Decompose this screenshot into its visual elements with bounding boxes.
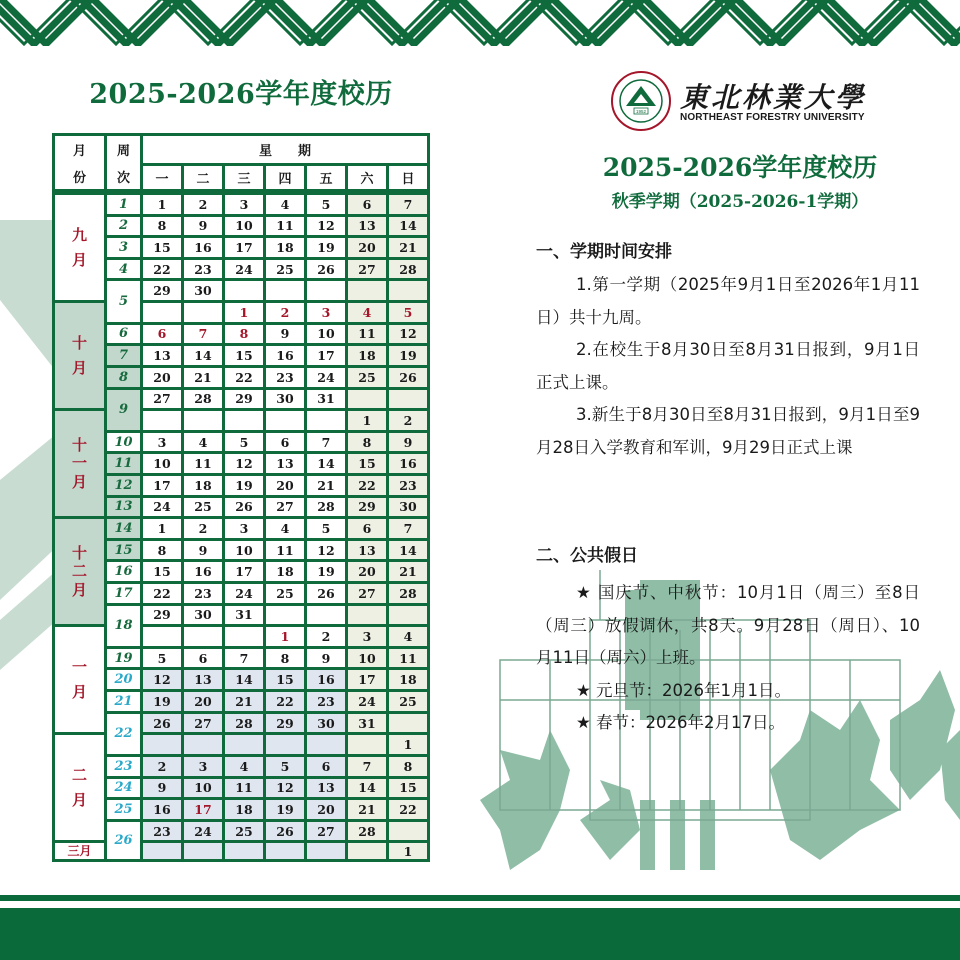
empty-day-cell[interactable] (143, 627, 181, 646)
day-cell[interactable]: 9 (389, 433, 427, 452)
day-cell[interactable]: 18 (225, 800, 263, 819)
empty-day-cell[interactable] (225, 281, 263, 300)
week-number-20: 20 (107, 670, 140, 689)
day-cell[interactable]: 23 (184, 260, 222, 279)
day-cell[interactable]: 9 (143, 779, 181, 798)
header-weekday-5: 五 (307, 166, 345, 189)
empty-day-cell[interactable] (225, 627, 263, 646)
month-label-3 (55, 411, 104, 516)
empty-day-cell[interactable] (307, 843, 345, 859)
week-number-15: 15 (107, 541, 140, 560)
day-cell[interactable]: 4 (348, 303, 386, 322)
day-cell[interactable]: 29 (143, 281, 181, 300)
day-cell[interactable]: 30 (266, 390, 304, 409)
week-number-22: 22 (107, 714, 140, 754)
day-cell[interactable]: 26 (307, 584, 345, 603)
day-cell[interactable]: 1 (389, 735, 427, 754)
page-title: 2025-2026学年度校历 (602, 153, 878, 182)
holiday-item-spring-festival: ★ 春节：2026年2月17日。 (576, 713, 786, 732)
cell-char: 月 (71, 473, 87, 492)
day-cell[interactable]: 21 (389, 238, 427, 257)
day-cell[interactable]: 1 (348, 411, 386, 430)
day-cell[interactable]: 4 (266, 195, 304, 214)
empty-day-cell[interactable] (266, 606, 304, 625)
day-cell[interactable]: 8 (143, 541, 181, 560)
day-cell[interactable]: 17 (225, 238, 263, 257)
day-cell[interactable]: 13 (348, 541, 386, 560)
day-cell[interactable]: 17 (348, 670, 386, 689)
day-cell[interactable]: 4 (266, 519, 304, 538)
month-label-6 (55, 735, 104, 840)
day-cell[interactable]: 12 (143, 670, 181, 689)
university-name-en: NORTHEAST FORESTRY UNIVERSITY (680, 112, 865, 123)
empty-day-cell[interactable] (389, 606, 427, 625)
week-number-10: 10 (107, 433, 140, 452)
day-cell[interactable]: 23 (266, 368, 304, 387)
day-cell[interactable]: 27 (184, 714, 222, 733)
week-number-8: 8 (107, 368, 140, 387)
day-cell[interactable]: 29 (225, 390, 263, 409)
day-cell[interactable]: 9 (184, 541, 222, 560)
day-cell[interactable]: 1 (225, 303, 263, 322)
cell-char: 十 (71, 333, 87, 352)
day-cell[interactable]: 4 (389, 627, 427, 646)
month-label-7 (55, 843, 104, 859)
cell-char: 一 (71, 658, 87, 677)
day-cell[interactable]: 20 (266, 476, 304, 495)
day-cell[interactable]: 29 (143, 606, 181, 625)
semester-subtitle: 秋季学期（2025-2026-1学期） (611, 192, 869, 212)
empty-day-cell[interactable] (266, 843, 304, 859)
day-cell[interactable]: 20 (348, 562, 386, 581)
day-cell[interactable]: 5 (307, 519, 345, 538)
day-cell[interactable]: 19 (307, 562, 345, 581)
day-cell[interactable]: 8 (389, 757, 427, 776)
header-weekday-3: 三 (225, 166, 263, 189)
day-cell[interactable]: 2 (389, 411, 427, 430)
day-cell[interactable]: 20 (348, 238, 386, 257)
day-cell[interactable]: 18 (348, 346, 386, 365)
cell-char: 月 (71, 581, 87, 600)
empty-day-cell[interactable] (389, 822, 427, 841)
day-cell[interactable]: 22 (143, 260, 181, 279)
day-cell[interactable]: 14 (389, 541, 427, 560)
day-cell[interactable]: 13 (266, 454, 304, 473)
header-weekday-2: 二 (184, 166, 222, 189)
day-cell[interactable]: 27 (348, 584, 386, 603)
empty-day-cell[interactable] (389, 390, 427, 409)
day-cell[interactable]: 15 (143, 562, 181, 581)
day-cell[interactable]: 11 (266, 217, 304, 236)
day-cell[interactable]: 14 (389, 217, 427, 236)
day-cell[interactable]: 13 (184, 670, 222, 689)
day-cell[interactable]: 25 (389, 692, 427, 711)
day-cell[interactable]: 1 (143, 519, 181, 538)
week-number-2: 2 (107, 217, 140, 236)
holiday-item-new-year: ★ 元旦节：2026年1月1日。 (576, 681, 792, 700)
week-number-21: 21 (107, 692, 140, 711)
header-weekday-group: 星 期 (143, 136, 427, 163)
day-cell[interactable]: 17 (307, 346, 345, 365)
month-label-2 (55, 303, 104, 408)
day-cell[interactable]: 5 (266, 757, 304, 776)
day-cell[interactable]: 25 (184, 498, 222, 517)
day-cell[interactable]: 16 (389, 454, 427, 473)
svg-text:1952: 1952 (635, 109, 647, 114)
day-cell[interactable]: 10 (225, 541, 263, 560)
day-cell[interactable]: 6 (266, 433, 304, 452)
day-cell[interactable]: 31 (348, 714, 386, 733)
day-cell[interactable]: 9 (266, 325, 304, 344)
day-cell[interactable]: 24 (143, 498, 181, 517)
day-cell[interactable]: 26 (307, 260, 345, 279)
day-cell[interactable]: 24 (184, 822, 222, 841)
week-number-3: 3 (107, 238, 140, 257)
empty-day-cell[interactable] (307, 735, 345, 754)
day-cell[interactable]: 31 (307, 390, 345, 409)
month-label-4 (55, 519, 104, 624)
day-cell[interactable]: 28 (389, 584, 427, 603)
day-cell[interactable]: 8 (143, 217, 181, 236)
cell-char: 三月 (67, 843, 92, 858)
day-cell[interactable]: 12 (266, 779, 304, 798)
week-number-16: 16 (107, 562, 140, 581)
day-cell[interactable]: 15 (143, 238, 181, 257)
day-cell[interactable]: 7 (348, 757, 386, 776)
day-cell[interactable]: 6 (143, 325, 181, 344)
day-cell[interactable]: 14 (184, 346, 222, 365)
week-number-17: 17 (107, 584, 140, 603)
day-cell[interactable]: 24 (348, 692, 386, 711)
day-cell[interactable]: 6 (348, 195, 386, 214)
header-weekday-7: 日 (389, 166, 427, 189)
empty-day-cell[interactable] (143, 411, 181, 430)
day-cell[interactable]: 18 (266, 562, 304, 581)
day-cell[interactable]: 5 (307, 195, 345, 214)
day-cell[interactable]: 1 (143, 195, 181, 214)
cell-char: 月 (71, 250, 87, 269)
header-week (107, 136, 140, 189)
header-month (55, 136, 104, 189)
day-cell[interactable]: 12 (389, 325, 427, 344)
day-cell[interactable]: 22 (348, 476, 386, 495)
day-cell[interactable]: 21 (225, 692, 263, 711)
cell-char: 十 (71, 435, 87, 454)
day-cell[interactable]: 20 (184, 692, 222, 711)
day-cell[interactable]: 16 (266, 346, 304, 365)
day-cell[interactable]: 4 (225, 757, 263, 776)
calendar-title: 2025-2026学年度校历 (89, 79, 393, 110)
day-cell[interactable]: 24 (225, 260, 263, 279)
day-cell[interactable]: 20 (307, 800, 345, 819)
empty-day-cell[interactable] (184, 627, 222, 646)
day-cell[interactable]: 12 (307, 217, 345, 236)
day-cell[interactable]: 7 (389, 195, 427, 214)
day-cell[interactable]: 21 (184, 368, 222, 387)
day-cell[interactable]: 11 (225, 779, 263, 798)
week-number-12: 12 (107, 476, 140, 495)
day-cell[interactable]: 3 (307, 303, 345, 322)
empty-day-cell[interactable] (348, 606, 386, 625)
cell-char: 月 (71, 358, 87, 377)
day-cell[interactable]: 14 (225, 670, 263, 689)
day-cell[interactable]: 14 (348, 779, 386, 798)
cell-char: 二 (71, 562, 87, 581)
day-cell[interactable]: 29 (348, 498, 386, 517)
day-cell[interactable]: 22 (266, 692, 304, 711)
empty-day-cell[interactable] (225, 843, 263, 859)
day-cell[interactable]: 16 (307, 670, 345, 689)
day-cell[interactable]: 31 (225, 606, 263, 625)
day-cell[interactable]: 26 (389, 368, 427, 387)
day-cell[interactable]: 1 (389, 843, 427, 859)
day-cell[interactable]: 10 (307, 325, 345, 344)
day-cell[interactable]: 25 (348, 368, 386, 387)
cell-char: 一 (71, 454, 87, 473)
day-cell[interactable]: 22 (143, 584, 181, 603)
cell-char: 十 (71, 543, 87, 562)
footer-stripe (0, 895, 960, 901)
day-cell[interactable]: 17 (184, 800, 222, 819)
day-cell[interactable]: 15 (266, 670, 304, 689)
day-cell[interactable]: 28 (225, 714, 263, 733)
empty-day-cell[interactable] (348, 281, 386, 300)
day-cell[interactable]: 13 (348, 217, 386, 236)
week-number-4: 4 (107, 260, 140, 279)
day-cell[interactable]: 11 (348, 325, 386, 344)
empty-day-cell[interactable] (389, 714, 427, 733)
day-cell[interactable]: 22 (389, 800, 427, 819)
empty-day-cell[interactable] (184, 303, 222, 322)
empty-day-cell[interactable] (348, 735, 386, 754)
week-number-26: 26 (107, 822, 140, 859)
day-cell[interactable]: 19 (307, 238, 345, 257)
day-cell[interactable]: 28 (348, 822, 386, 841)
schedule-item-1: 1.第一学期（2025年9月1日至2026年1月11日）共十九周。 (536, 275, 920, 327)
day-cell[interactable]: 17 (225, 562, 263, 581)
day-cell[interactable]: 19 (225, 476, 263, 495)
day-cell[interactable]: 15 (348, 454, 386, 473)
day-cell[interactable]: 3 (143, 433, 181, 452)
day-cell[interactable]: 4 (184, 433, 222, 452)
cell-char: 月 (71, 682, 87, 701)
week-number-23: 23 (107, 757, 140, 776)
week-number-14: 14 (107, 519, 140, 538)
day-cell[interactable]: 18 (184, 476, 222, 495)
cell-char: 次 (116, 170, 130, 186)
month-label-1 (55, 195, 104, 300)
day-cell[interactable]: 30 (389, 498, 427, 517)
empty-day-cell[interactable] (225, 735, 263, 754)
day-cell[interactable]: 16 (143, 800, 181, 819)
day-cell[interactable]: 13 (307, 779, 345, 798)
empty-day-cell[interactable] (266, 281, 304, 300)
day-cell[interactable]: 23 (143, 822, 181, 841)
empty-day-cell[interactable] (225, 411, 263, 430)
day-cell[interactable]: 13 (143, 346, 181, 365)
day-cell[interactable]: 26 (143, 714, 181, 733)
header-weekday-6: 六 (348, 166, 386, 189)
cell-char: 份 (72, 170, 86, 186)
cell-char: 月 (72, 143, 86, 159)
week-number-13: 13 (107, 498, 140, 517)
empty-day-cell[interactable] (307, 606, 345, 625)
day-cell[interactable]: 10 (225, 217, 263, 236)
university-seal-icon (610, 70, 672, 132)
schedule-item-2: 2.在校生于8月30日至8月31日报到，9月1日正式上课。 (536, 340, 920, 392)
day-cell[interactable]: 7 (389, 519, 427, 538)
day-cell[interactable]: 8 (266, 649, 304, 668)
day-cell[interactable]: 22 (225, 368, 263, 387)
day-cell[interactable]: 14 (307, 454, 345, 473)
zigzag-border-decoration (0, 0, 960, 46)
day-cell[interactable]: 25 (266, 584, 304, 603)
empty-day-cell[interactable] (389, 281, 427, 300)
day-cell[interactable]: 15 (389, 779, 427, 798)
footer-band (0, 908, 960, 960)
day-cell[interactable]: 27 (143, 390, 181, 409)
university-name-cn: 東北林業大學 (680, 81, 867, 114)
day-cell[interactable]: 28 (307, 498, 345, 517)
day-cell[interactable]: 6 (348, 519, 386, 538)
day-cell[interactable]: 27 (348, 260, 386, 279)
day-cell[interactable]: 23 (389, 476, 427, 495)
academic-calendar-table (52, 133, 430, 862)
empty-day-cell[interactable] (266, 735, 304, 754)
day-cell[interactable]: 27 (266, 498, 304, 517)
week-number-19: 19 (107, 649, 140, 668)
day-cell[interactable]: 3 (225, 519, 263, 538)
day-cell[interactable]: 18 (266, 238, 304, 257)
day-cell[interactable]: 16 (184, 562, 222, 581)
day-cell[interactable]: 11 (389, 649, 427, 668)
empty-day-cell[interactable] (143, 735, 181, 754)
day-cell[interactable]: 19 (266, 800, 304, 819)
day-cell[interactable]: 18 (389, 670, 427, 689)
day-cell[interactable]: 2 (307, 627, 345, 646)
day-cell[interactable]: 1 (266, 627, 304, 646)
day-cell[interactable]: 3 (225, 195, 263, 214)
day-cell[interactable]: 19 (389, 346, 427, 365)
cell-char: 周 (116, 143, 130, 159)
week-number-7: 7 (107, 346, 140, 365)
section-heading-holidays: 二、公共假日 (536, 546, 638, 566)
week-number-6: 6 (107, 325, 140, 344)
cell-char: 二 (71, 766, 87, 785)
day-cell[interactable]: 12 (225, 454, 263, 473)
day-cell[interactable]: 11 (184, 454, 222, 473)
day-cell[interactable]: 24 (307, 368, 345, 387)
day-cell[interactable]: 23 (184, 584, 222, 603)
day-cell[interactable]: 30 (184, 281, 222, 300)
day-cell[interactable]: 2 (184, 519, 222, 538)
cell-char: 月 (71, 790, 87, 809)
empty-day-cell[interactable] (143, 303, 181, 322)
day-cell[interactable]: 21 (348, 800, 386, 819)
week-number-24: 24 (107, 779, 140, 798)
empty-day-cell[interactable] (184, 735, 222, 754)
week-number-5: 5 (107, 281, 140, 321)
day-cell[interactable]: 26 (225, 498, 263, 517)
header-weekday-4: 四 (266, 166, 304, 189)
day-cell[interactable]: 6 (307, 757, 345, 776)
day-cell[interactable]: 20 (143, 368, 181, 387)
day-cell[interactable]: 8 (225, 325, 263, 344)
day-cell[interactable]: 26 (266, 822, 304, 841)
empty-day-cell[interactable] (348, 390, 386, 409)
holiday-item-national-day: ★ 国庆节、中秋节：10月1日（周三）至8日（周三）放假调休，共8天。9月28日（周日）、10月11日（周六）上班。 (536, 583, 920, 667)
day-cell[interactable]: 30 (307, 714, 345, 733)
day-cell[interactable]: 3 (184, 757, 222, 776)
day-cell[interactable]: 5 (389, 303, 427, 322)
week-number-9: 9 (107, 390, 140, 430)
day-cell[interactable]: 29 (266, 714, 304, 733)
week-number-1: 1 (107, 195, 140, 214)
day-cell[interactable]: 2 (184, 195, 222, 214)
empty-day-cell[interactable] (184, 411, 222, 430)
day-cell[interactable]: 10 (348, 649, 386, 668)
day-cell[interactable]: 5 (143, 649, 181, 668)
empty-day-cell[interactable] (348, 843, 386, 859)
day-cell[interactable]: 2 (266, 303, 304, 322)
day-cell[interactable]: 3 (348, 627, 386, 646)
empty-day-cell[interactable] (266, 411, 304, 430)
header-weekday-1: 一 (143, 166, 181, 189)
day-cell[interactable]: 21 (389, 562, 427, 581)
day-cell[interactable]: 5 (225, 433, 263, 452)
day-cell[interactable]: 11 (266, 541, 304, 560)
day-cell[interactable]: 17 (143, 476, 181, 495)
day-cell[interactable]: 19 (143, 692, 181, 711)
empty-day-cell[interactable] (143, 843, 181, 859)
day-cell[interactable]: 25 (266, 260, 304, 279)
day-cell[interactable]: 7 (307, 433, 345, 452)
day-cell[interactable]: 12 (307, 541, 345, 560)
day-cell[interactable]: 15 (225, 346, 263, 365)
day-cell[interactable]: 27 (307, 822, 345, 841)
day-cell[interactable]: 7 (184, 325, 222, 344)
day-cell[interactable]: 2 (143, 757, 181, 776)
day-cell[interactable]: 30 (184, 606, 222, 625)
day-cell[interactable]: 25 (225, 822, 263, 841)
day-cell[interactable]: 9 (184, 217, 222, 236)
day-cell[interactable]: 7 (225, 649, 263, 668)
day-cell[interactable]: 8 (348, 433, 386, 452)
day-cell[interactable]: 28 (184, 390, 222, 409)
day-cell[interactable]: 10 (184, 779, 222, 798)
empty-day-cell[interactable] (184, 843, 222, 859)
schedule-item-3: 3.新生于8月30日至8月31日报到，9月1日至9月28日入学教育和军训，9月29日正式上课 (536, 405, 920, 457)
day-cell[interactable]: 24 (225, 584, 263, 603)
week-number-18: 18 (107, 606, 140, 646)
section-heading-schedule: 一、学期时间安排 (536, 242, 672, 262)
day-cell[interactable]: 10 (143, 454, 181, 473)
day-cell[interactable]: 16 (184, 238, 222, 257)
month-label-5 (55, 627, 104, 732)
empty-day-cell[interactable] (307, 281, 345, 300)
week-number-25: 25 (107, 800, 140, 819)
empty-day-cell[interactable] (307, 411, 345, 430)
day-cell[interactable]: 6 (184, 649, 222, 668)
day-cell[interactable]: 21 (307, 476, 345, 495)
week-number-11: 11 (107, 454, 140, 473)
day-cell[interactable]: 9 (307, 649, 345, 668)
cell-char: 九 (71, 225, 87, 244)
day-cell[interactable]: 28 (389, 260, 427, 279)
day-cell[interactable]: 23 (307, 692, 345, 711)
